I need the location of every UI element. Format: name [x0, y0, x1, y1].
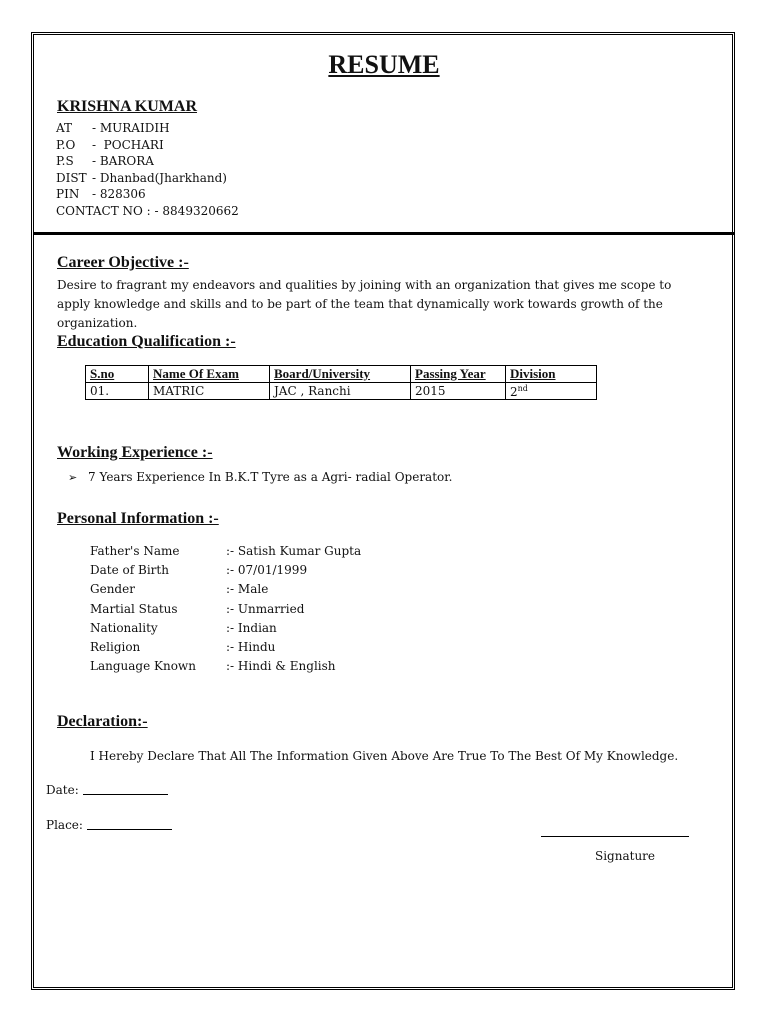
- signature-line: [541, 836, 689, 837]
- place-field: Place:: [46, 818, 172, 832]
- declaration-heading: Declaration:-: [57, 713, 148, 730]
- address-pin: PIN - 828306: [56, 187, 146, 201]
- resume-title: RESUME: [328, 50, 440, 79]
- candidate-name: KRISHNA KUMAR: [57, 98, 198, 115]
- address-at: AT - MURAIDIH: [56, 121, 170, 135]
- cell-sno: 01.: [86, 383, 149, 400]
- career-objective-text: Desire to fragrant my endeavors and qualities by joining with an organization that gives me scope to apply knowledge and skills and to be part of the team that dynamically work towards growth of the organization.: [57, 278, 672, 330]
- cell-division: 2nd: [506, 383, 597, 400]
- list-item: Nationality :- Indian: [90, 620, 277, 635]
- cell-exam: MATRIC: [149, 383, 270, 400]
- declaration-text: I Hereby Declare That All The Information Given Above Are True To The Best Of My Knowledge.: [90, 749, 679, 763]
- table-row: [86, 383, 597, 400]
- address-po: P.O - POCHARI: [56, 137, 164, 152]
- experience-item: [68, 470, 453, 484]
- table-header-row: [86, 366, 597, 383]
- col-sno: S.no: [86, 366, 149, 383]
- col-year: Passing Year: [411, 366, 506, 383]
- address-dist: DIST - Dhanbad(Jharkhand): [56, 170, 227, 185]
- education-heading: Education Qualification :-: [57, 333, 236, 350]
- signature-label: Signature: [595, 849, 656, 863]
- arrow-bullet-icon: ➢: [68, 471, 78, 484]
- col-exam: Name Of Exam: [149, 366, 270, 383]
- list-item: Language Known :- Hindi & English: [90, 659, 336, 674]
- list-item: Religion :- Hindu: [90, 640, 276, 655]
- list-item: Martial Status :- Unmarried: [90, 601, 305, 616]
- experience-text: 7 Years Experience In B.K.T Tyre as a Agri- radial Operator.: [88, 470, 453, 484]
- col-division: Division: [506, 366, 597, 383]
- address-block: [56, 120, 239, 219]
- list-item: Father's Name :- Satish Kumar Gupta: [90, 544, 362, 558]
- list-item: Date of Birth :- 07/01/1999: [90, 563, 308, 578]
- place-blank-line: [87, 829, 172, 830]
- education-table: [85, 365, 597, 400]
- cell-year: 2015: [411, 383, 506, 400]
- col-board: Board/University: [270, 366, 411, 383]
- date-field: Date:: [46, 783, 168, 797]
- contact-number: CONTACT NO : - 8849320662: [56, 203, 239, 218]
- header-divider: [34, 232, 734, 235]
- date-blank-line: [83, 794, 168, 795]
- personal-info-heading: Personal Information :-: [57, 510, 219, 527]
- address-ps: P.S - BARORA: [56, 154, 154, 168]
- list-item: Gender :- Male: [90, 582, 269, 597]
- career-objective-heading: Career Objective :-: [57, 254, 189, 271]
- personal-info-list: [90, 542, 361, 676]
- cell-board: JAC , Ranchi: [270, 383, 411, 400]
- experience-heading: Working Experience :-: [57, 444, 213, 461]
